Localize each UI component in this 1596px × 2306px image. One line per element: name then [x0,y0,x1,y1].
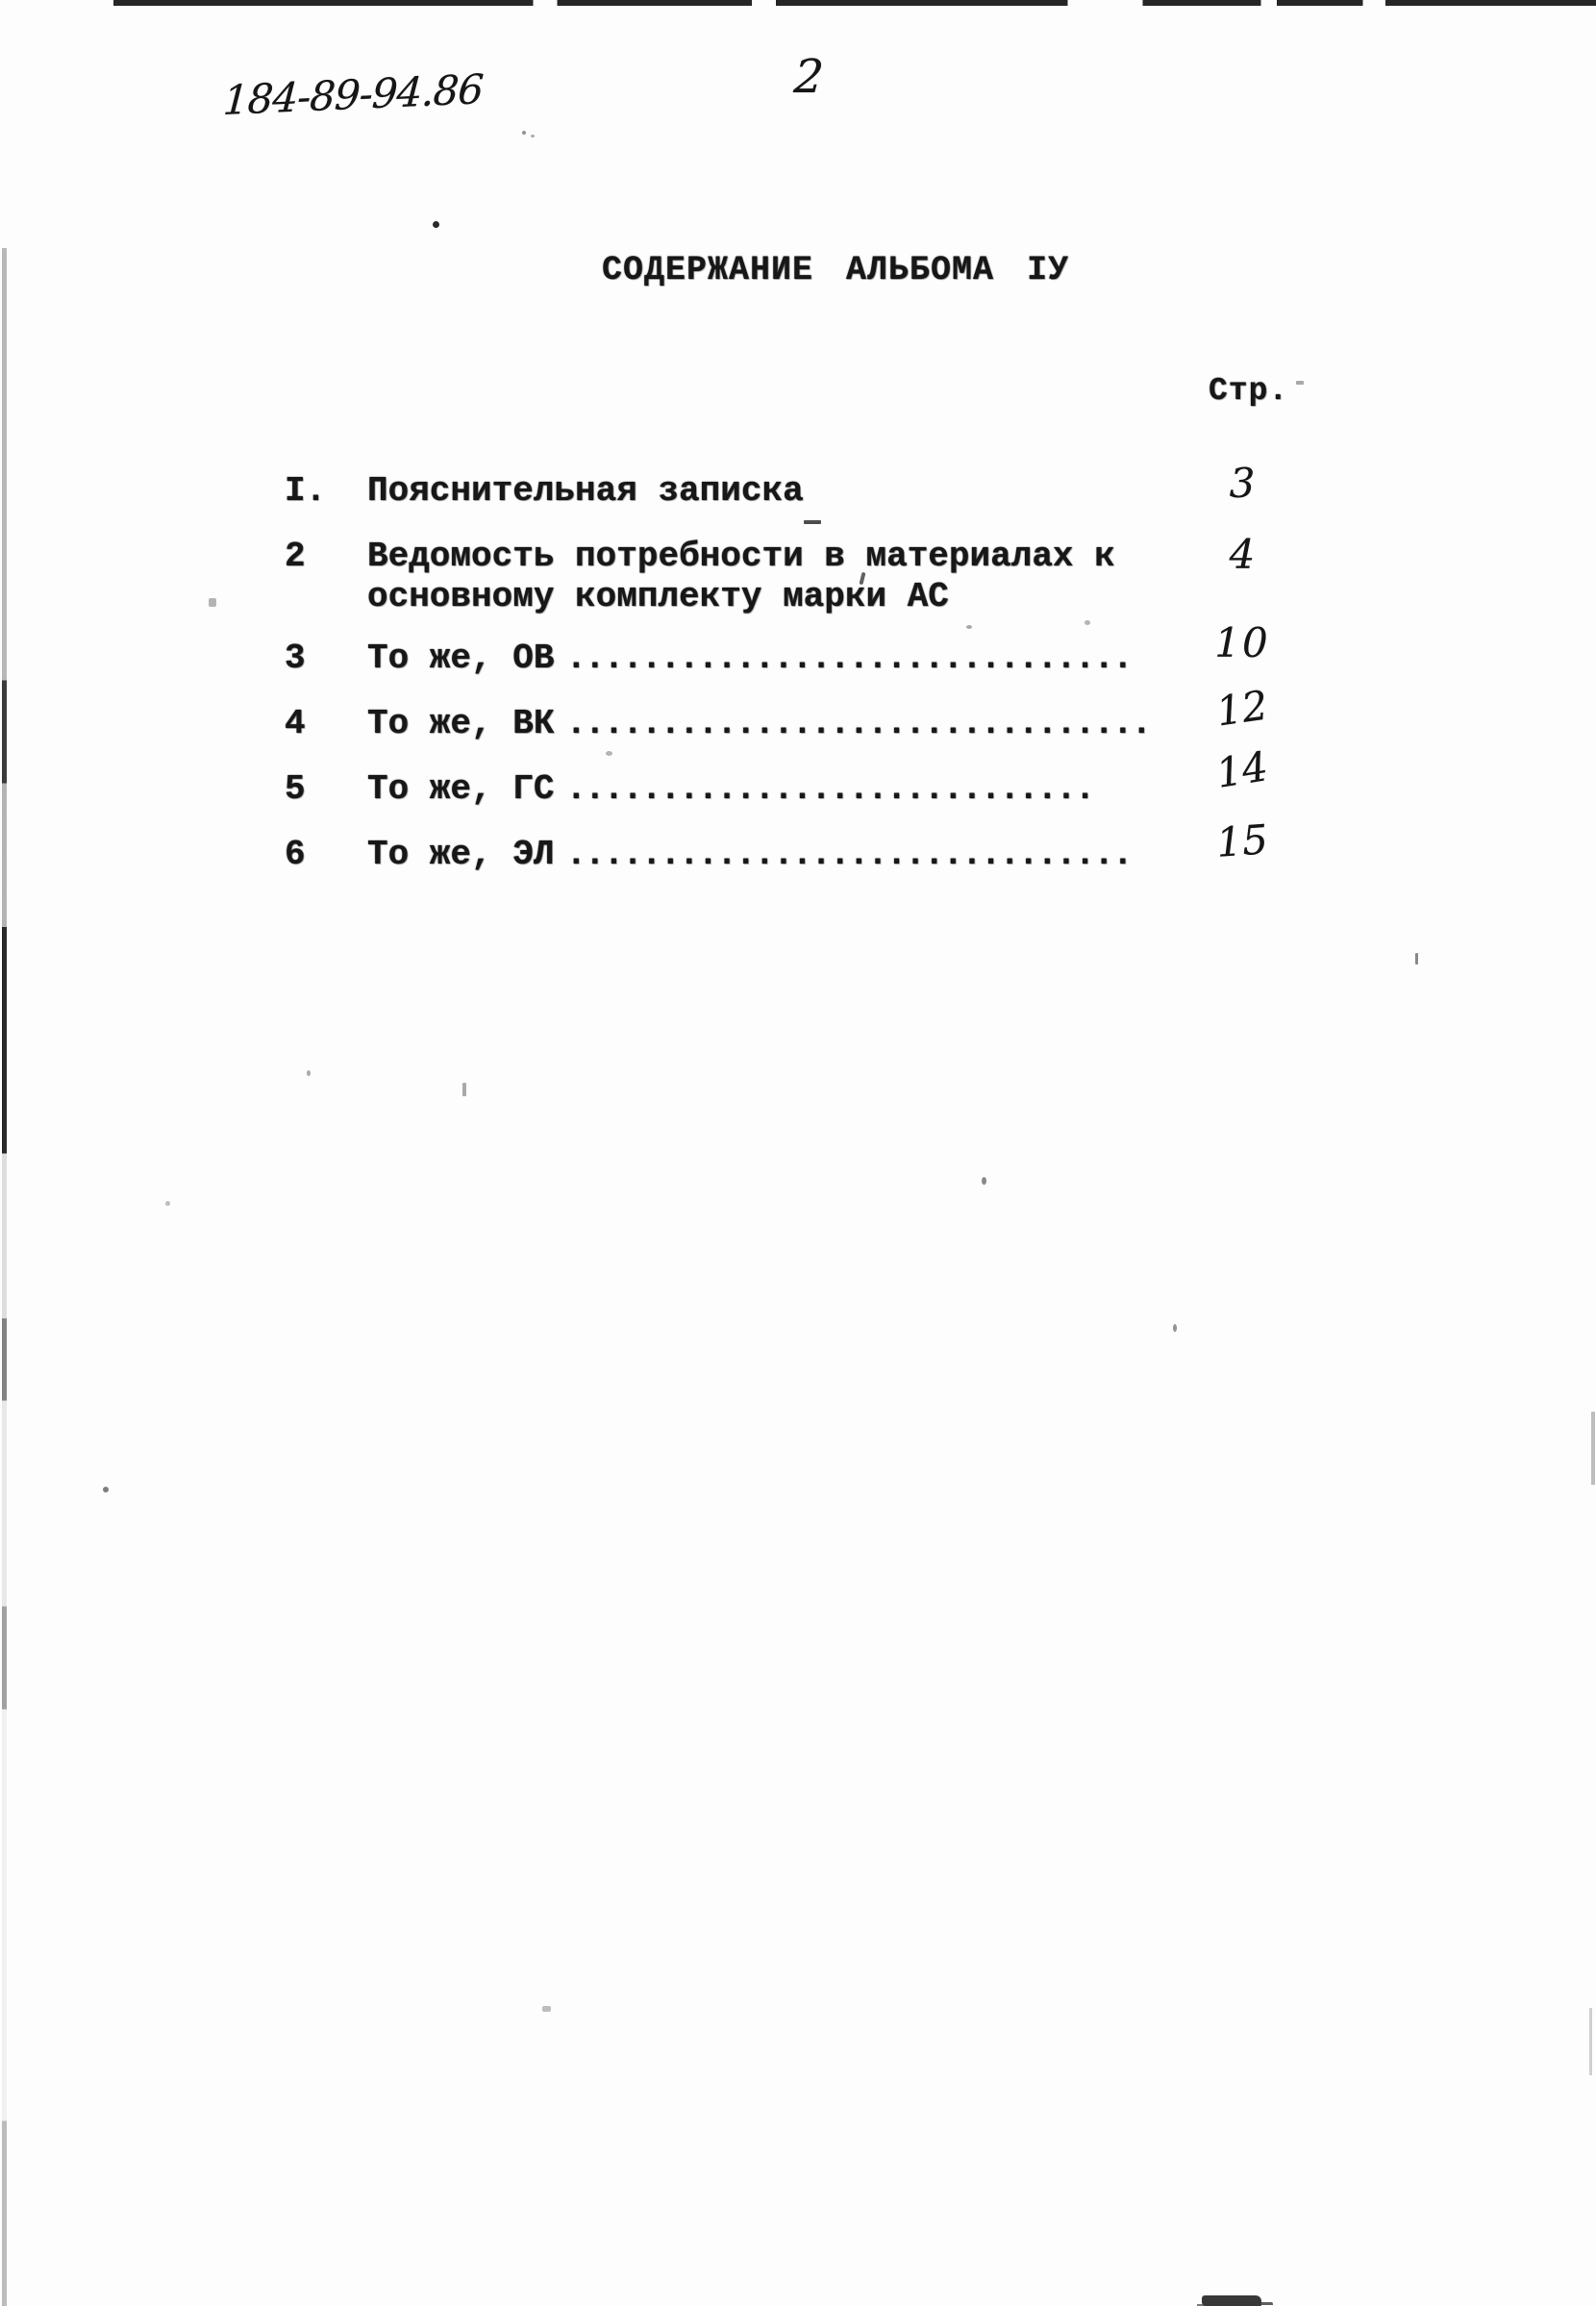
row-page-number: 14 [1212,742,1272,797]
row-number: 5 [285,769,306,809]
scan-speck [1173,1324,1177,1332]
scan-speck [966,625,972,629]
row-title [367,639,1132,679]
row-title [367,835,1132,875]
row-title-text: Пояснительная записка [367,471,804,511]
row-number: I. [285,471,327,511]
scan-speck [1296,381,1304,385]
leader-dots: ............................ [565,769,1094,809]
row-title-text-line2: основному комплекту марки АС [367,577,949,616]
leader-dots: ............................... [565,704,1151,743]
scan-speck [209,598,216,607]
row-page-number: 4 [1229,531,1256,578]
row-title [367,471,815,512]
bottom-edge-smudge-artifact [1202,2295,1261,2306]
right-edge-scan-artifact [1589,2008,1592,2075]
row-title [367,704,1150,744]
row-number: 3 [285,639,306,678]
scan-speck [462,1083,466,1096]
toc-title: СОДЕРЖАНИЕ АЛЬБОМА IУ [602,251,1070,289]
handwritten-page-number: 2 [792,50,826,104]
right-edge-scan-artifact [1591,1412,1595,1485]
row-title-text: То же, ЭЛ [367,835,555,874]
row-page-number: 15 [1214,815,1270,866]
scan-speck [522,131,526,135]
row-number: 6 [285,835,306,874]
scan-speck [982,1177,986,1185]
row-number: 4 [285,704,306,743]
scan-speck [606,751,612,756]
page-column-header: Стр. [1209,373,1289,409]
top-edge-scan-artifact [0,0,1596,6]
row-title-text: То же, ВК [367,704,555,743]
left-edge-scan-artifact [2,248,7,2306]
row-title-text: Ведомость потребности в материалах к [367,537,1115,576]
row-number: 2 [285,537,306,576]
row-title-text: То же, ОВ [367,639,555,678]
row-page-number: 10 [1214,619,1270,666]
row-page-number: 3 [1229,460,1256,507]
scan-speck [103,1487,109,1492]
scan-speck [1085,620,1090,625]
scan-speck [531,135,535,138]
leader-dots: .............................. [565,639,1132,678]
row-title-text: То же, ГС [367,769,555,809]
scan-speck [1415,953,1418,965]
handwritten-document-code: 184-89-94.86 [221,65,485,124]
scan-speck [165,1201,170,1206]
scan-speck [542,2006,551,2012]
row-page-number: 12 [1213,681,1271,736]
scan-speck [307,1070,311,1076]
scan-speck [433,221,439,228]
row-title [367,537,1127,617]
leader-dots: .............................. [565,835,1132,874]
stray-underscore-mark [804,520,821,524]
row-title [367,769,1093,810]
